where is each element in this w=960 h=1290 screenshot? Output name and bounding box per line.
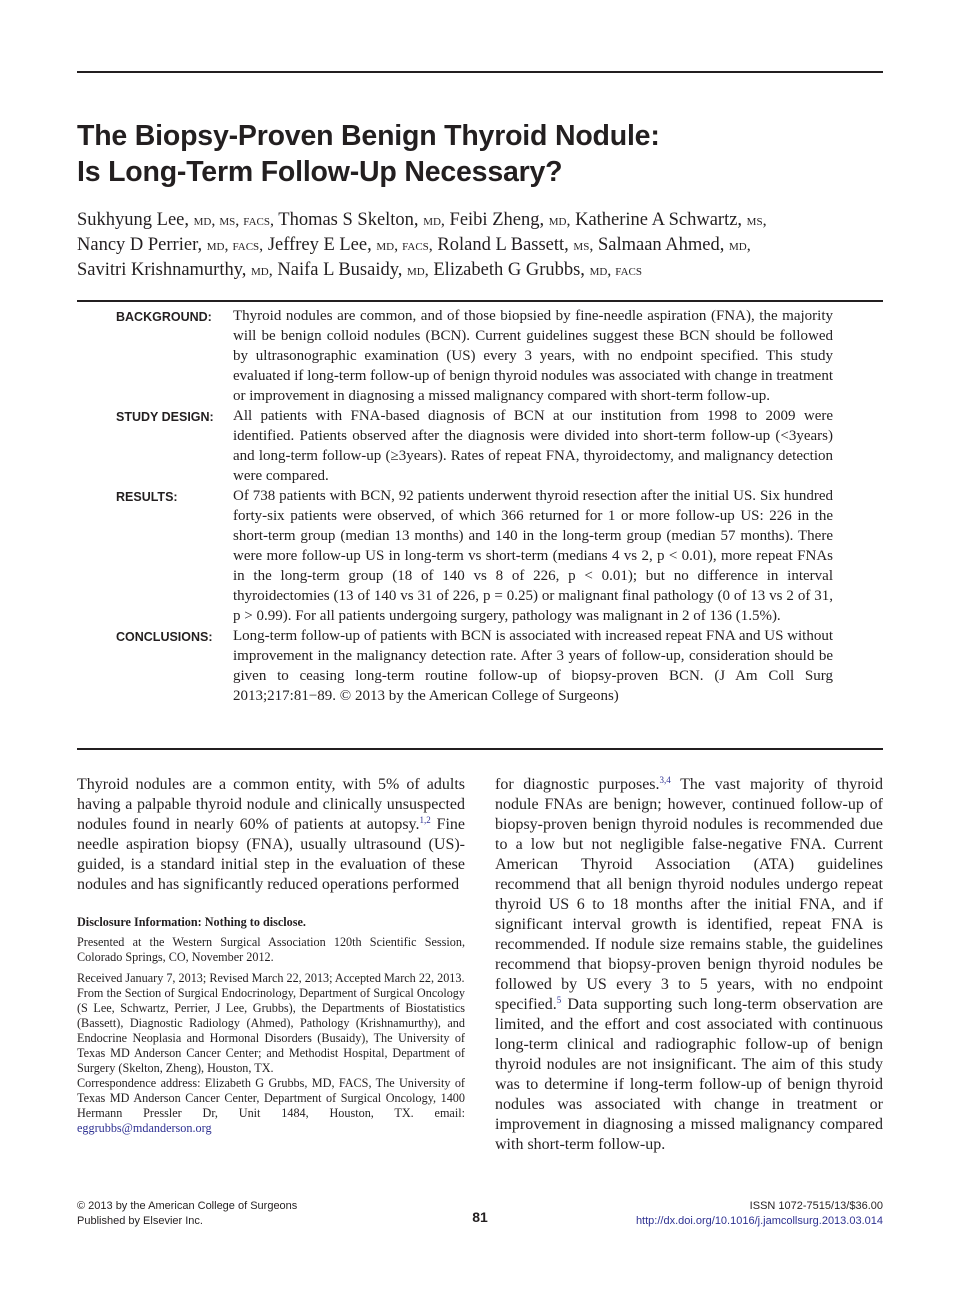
abstract-text: All patients with FNA-based diagnosis of BCN at our institution from 1998 to 2009 were identified. Patients observed after the diagnosis were divided into short-term follow-up (<3years) and long-term follow-up (≥3years). Rates of repeat FNA, thyroidectomy, and malignancy detection were compared. bbox=[233, 408, 833, 484]
author-name: Katherine A Schwartz, bbox=[575, 210, 743, 230]
footer-left bbox=[77, 1199, 297, 1229]
abstract-label: CONCLUSIONS: bbox=[116, 630, 213, 644]
copyright-text: © 2013 by the American College of Surgeons bbox=[77, 1200, 298, 1212]
title-line-1: The Biopsy-Proven Benign Thyroid Nodule: bbox=[77, 120, 660, 152]
author-degrees: ms, bbox=[746, 212, 767, 229]
disclosure-note: Disclosure Information: Nothing to disclose. bbox=[77, 915, 306, 929]
reference-link[interactable]: 5 bbox=[556, 995, 562, 1005]
body-text: Data supporting such long-term observation are limited, and the effort and cost associated with continuous long-term clinical and radiographic follow-up of benign thyroid nodules are not insignificant. The aim of this study was to determine if long-term follow-up of benign thyroid nodules was associated with change in treatment or improvement in diagnosing a missed malignancy compared with short-term follow-up. bbox=[495, 996, 883, 1153]
affiliation-note: From the Section of Surgical Endocrinology, Department of Surgical Oncology (S Lee, Schwartz, Perrier, J Lee, Grubbs), the Departments of Biostatistics (Bassett), Diagnostic Radiology (Ahmed), Pathology (Krishnamurthy), and Endocrine Neoplasia and Hormonal Disorders (Busaidy), The University of Texas MD Anderson Cancer Center; and Methodist Hospital, Department of Surgery (Skelton, Zheng), Houston, TX. bbox=[77, 986, 465, 1075]
body-text: Fine needle aspiration biopsy (FNA), usually ultrasound (US)-guided, is a standard initial step in the evaluation of these nodules and has significantly reduced operations performed bbox=[77, 816, 465, 893]
issn-text: ISSN 1072-7515/13/$36.00 bbox=[749, 1200, 883, 1212]
author-degrees: ms, bbox=[573, 237, 594, 254]
author-name: Sukhyung Lee, bbox=[77, 210, 190, 230]
abstract-label: STUDY DESIGN: bbox=[116, 410, 214, 424]
author-degrees: md, bbox=[407, 262, 429, 279]
author-degrees: md, facs bbox=[589, 262, 642, 279]
author-name: Naifa L Busaidy, bbox=[277, 260, 403, 280]
abstract-text: Of 738 patients with BCN, 92 patients underwent thyroid resection after the initial US. Six hundred forty-six patients were observed, of which 366 returned for 1 or more follow-up US: 226 in the short-term group (median 13 months) and 140 in the long-term group (median 57 months). There were more follow-up US in long-term vs short-term (medians 4 vs 2, p < 0.01), more repeat FNAs in the long-term group (18 of 140 vs 8 of 226, p < 0.01); but no difference in interval thyroidectomies (13 of 140 vs 31 of 226, p = 0.25) or malignant final pathology (0 of 13 vs 2 of 31, p > 0.99). For all patients undergoing surgery, pathology was malignant in 2 of 136 (1.5%). bbox=[233, 488, 833, 624]
email-link[interactable]: eggrubbs@mdanderson.org bbox=[77, 1121, 212, 1135]
abstract-study-design bbox=[77, 406, 883, 486]
reference-link[interactable]: 1,2 bbox=[419, 815, 431, 825]
footer-right bbox=[636, 1199, 883, 1229]
abstract-background bbox=[77, 306, 883, 406]
correspondence-note bbox=[77, 1076, 465, 1136]
author-degrees: md, bbox=[423, 212, 445, 229]
body-right-column bbox=[495, 775, 883, 1155]
author-name: Nancy D Perrier, bbox=[77, 235, 203, 255]
title-line-2: Is Long-Term Follow-Up Necessary? bbox=[77, 156, 563, 188]
author-name: Feibi Zheng, bbox=[449, 210, 545, 230]
reference-link[interactable]: 3,4 bbox=[659, 775, 671, 785]
article-notes bbox=[77, 915, 465, 1136]
received-note: Received January 7, 2013; Revised March 22, 2013; Accepted March 22, 2013. bbox=[77, 971, 465, 985]
body-left-column bbox=[77, 775, 465, 895]
abstract-results bbox=[77, 486, 883, 626]
author-name: Jeffrey E Lee, bbox=[267, 235, 372, 255]
abstract-text: Thyroid nodules are common, and of those biopsied by fine-needle aspiration (FNA), the majority will be benign colloid nodules (BCN). Current guidelines suggest these BCN should be followed by ultrasonographic examination (US) every 3 years, with no endpoint specified. This study evaluated if long-term follow-up of benign thyroid nodules was associated with change in treatment or improvement in diagnosing a missed malignancy compared with short-term follow-up. bbox=[233, 308, 833, 404]
author-name: Savitri Krishnamurthy, bbox=[77, 260, 247, 280]
publisher-text: Published by Elsevier Inc. bbox=[77, 1215, 203, 1227]
abstract-top-rule bbox=[77, 300, 883, 302]
author-name: Roland L Bassett, bbox=[437, 235, 569, 255]
body-text: The vast majority of thyroid nodule FNAs are benign; however, continued follow-up of biopsy-proven benign thyroid nodules is recommended due to a low but not negligible false-negative FNA. Current American Thyroid Association (ATA) guidelines recommend that all benign thyroid nodules undergo repeat thyroid US 6 to 18 months after the initial FNA, and if significant interval growth is identified, repeat FNA is recommended. If nodule size remains stable, the guidelines recommend that biopsy-proven benign thyroid nodules be followed by US every 3 to 5 years, with no endpoint specified. bbox=[495, 776, 883, 1013]
abstract-label: BACKGROUND: bbox=[116, 310, 212, 324]
author-degrees: md, facs, bbox=[206, 237, 264, 254]
correspondence-text: Correspondence address: Elizabeth G Grubbs, MD, FACS, The University of Texas MD Anderson Cancer Center, Department of Surgical Oncology, 1400 Hermann Pressler Dr, Unit 1484, Houston, TX. email: bbox=[77, 1076, 465, 1120]
abstract-conclusions bbox=[77, 626, 883, 706]
article-title bbox=[77, 118, 883, 190]
author-degrees: md, facs, bbox=[376, 237, 433, 254]
abstract-label: RESULTS: bbox=[116, 490, 178, 504]
abstract bbox=[77, 306, 883, 706]
author-degrees: md, bbox=[548, 212, 571, 229]
author-degrees: md, ms, facs, bbox=[193, 212, 274, 229]
author-degrees: md, bbox=[728, 237, 751, 254]
page-number: 81 bbox=[472, 1209, 488, 1225]
abstract-bottom-rule bbox=[77, 748, 883, 750]
author-name: Salmaan Ahmed, bbox=[597, 235, 725, 255]
abstract-text: Long-term follow-up of patients with BCN is associated with increased repeat FNA and US without improvement in the malignancy detection rate. After 3 years of follow-up, consideration should be given to ceasing long-term routine follow-up of biopsy-proven BCN. (J Am Coll Surg 2013;217:81−89. © 2013 by the American College of Surgeons) bbox=[233, 628, 833, 704]
author-degrees: md, bbox=[251, 262, 273, 279]
author-list bbox=[77, 208, 883, 283]
body-text: for diagnostic purposes. bbox=[495, 776, 660, 793]
top-rule bbox=[77, 71, 883, 73]
body-text: Thyroid nodules are a common entity, with 5% of adults having a palpable thyroid nodule and clinically unsuspected nodules found in nearly 60% of patients at autopsy. bbox=[77, 776, 465, 833]
author-name: Thomas S Skelton, bbox=[278, 210, 419, 230]
doi-link[interactable]: http://dx.doi.org/10.1016/j.jamcollsurg.2013.03.014 bbox=[635, 1215, 883, 1227]
author-name: Elizabeth G Grubbs, bbox=[433, 260, 585, 280]
presented-note: Presented at the Western Surgical Association 120th Scientific Session, Colorado Springs, CO, November 2012. bbox=[77, 935, 465, 964]
